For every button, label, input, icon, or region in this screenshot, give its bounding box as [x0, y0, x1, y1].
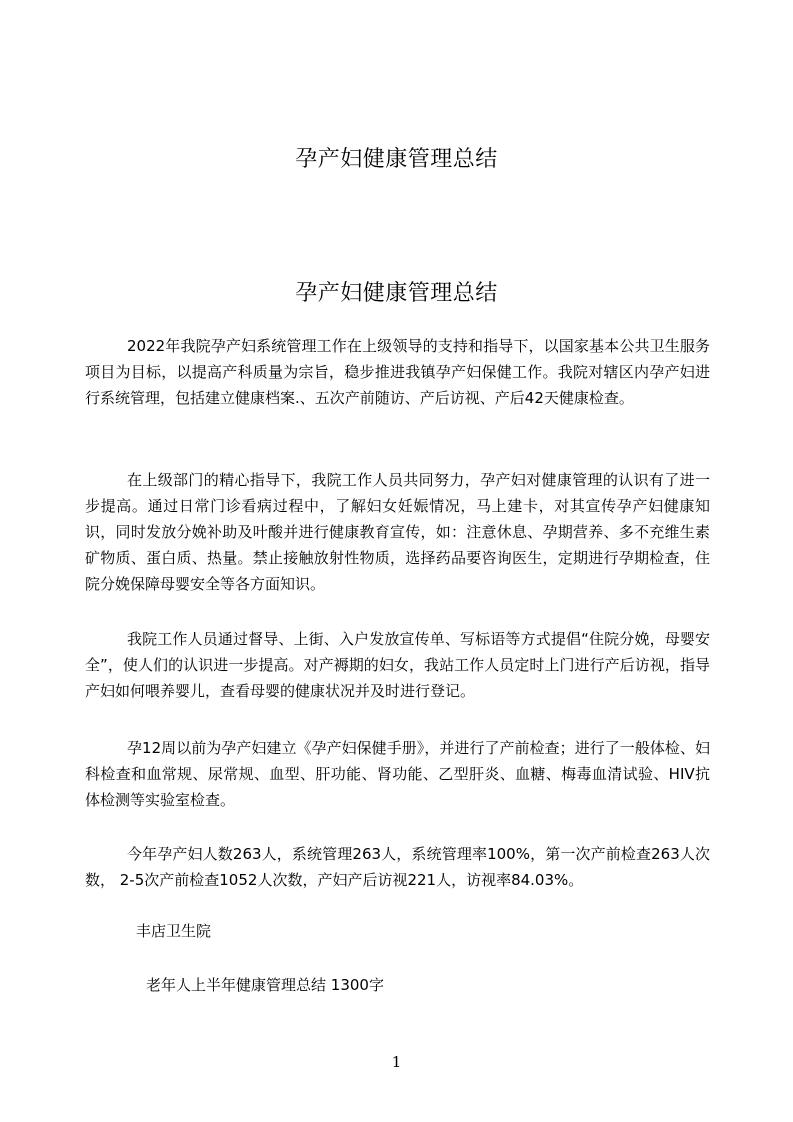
paragraph-overview: 2022年我院孕产妇系统管理工作在上级领导的支持和指导下，以国家基本公共卫生服务项目为目标，以提高产科质量为宗旨，稳步推进我镇孕产妇保健工作。我院对辖区内孕产妇进行系统管理，包括建立健康档案.、五次产前随访、产后访视、产后42天健康检查。	[85, 337, 710, 407]
article-title: 孕产妇健康管理总结	[295, 281, 498, 306]
document-title: 孕产妇健康管理总结	[295, 147, 498, 172]
paragraph-guidance: 在上级部门的精心指导下，我院工作人员共同努力，孕产妇对健康管理的认识有了进一步提高。通过日常门诊看病过程中，了解妇女妊娠情况，马上建卡，对其宣传孕产妇健康知识，同时发放分娩补助及叶酸并进行健康教育宣传，如：注意休息、孕期营养、多不充维生素矿物质、蛋白质、热量。禁止接触放射性物质，选择药品要咨询医生，定期进行孕期检查，住院分娩保障母婴安全等各方面知识。	[85, 471, 710, 593]
paragraph-prenatal-checks: 孕12周以前为孕产妇建立《孕产妇保健手册》，并进行了产前检查；进行了一般体检、妇科检查和血常规、尿常规、血型、肝功能、肾功能、乙型肝炎、血糖、梅毒血清试验、HIV抗体检测等实验室检查。	[85, 739, 710, 809]
paragraph-promotion: 我院工作人员通过督导、上街、入户发放宣传单、写标语等方式提倡“住院分娩，母婴安全”，使人们的认识进一步提高。对产褥期的妇女，我站工作人员定时上门进行产后访视，指导产妇如何喂养婴儿，查看母婴的健康状况并及时进行登记。	[85, 630, 710, 700]
paragraph-statistics: 今年孕产妇人数263人，系统管理263人，系统管理率100%，第一次产前检查263人次数， 2-5次产前检查1052人次数，产妇产后访视221人，访视率84.03%。	[85, 845, 710, 889]
page-number: 1	[391, 1053, 402, 1071]
signature-hospital: 丰店卫生院	[136, 922, 212, 940]
next-article-title: 老年人上半年健康管理总结 1300字	[146, 976, 384, 994]
